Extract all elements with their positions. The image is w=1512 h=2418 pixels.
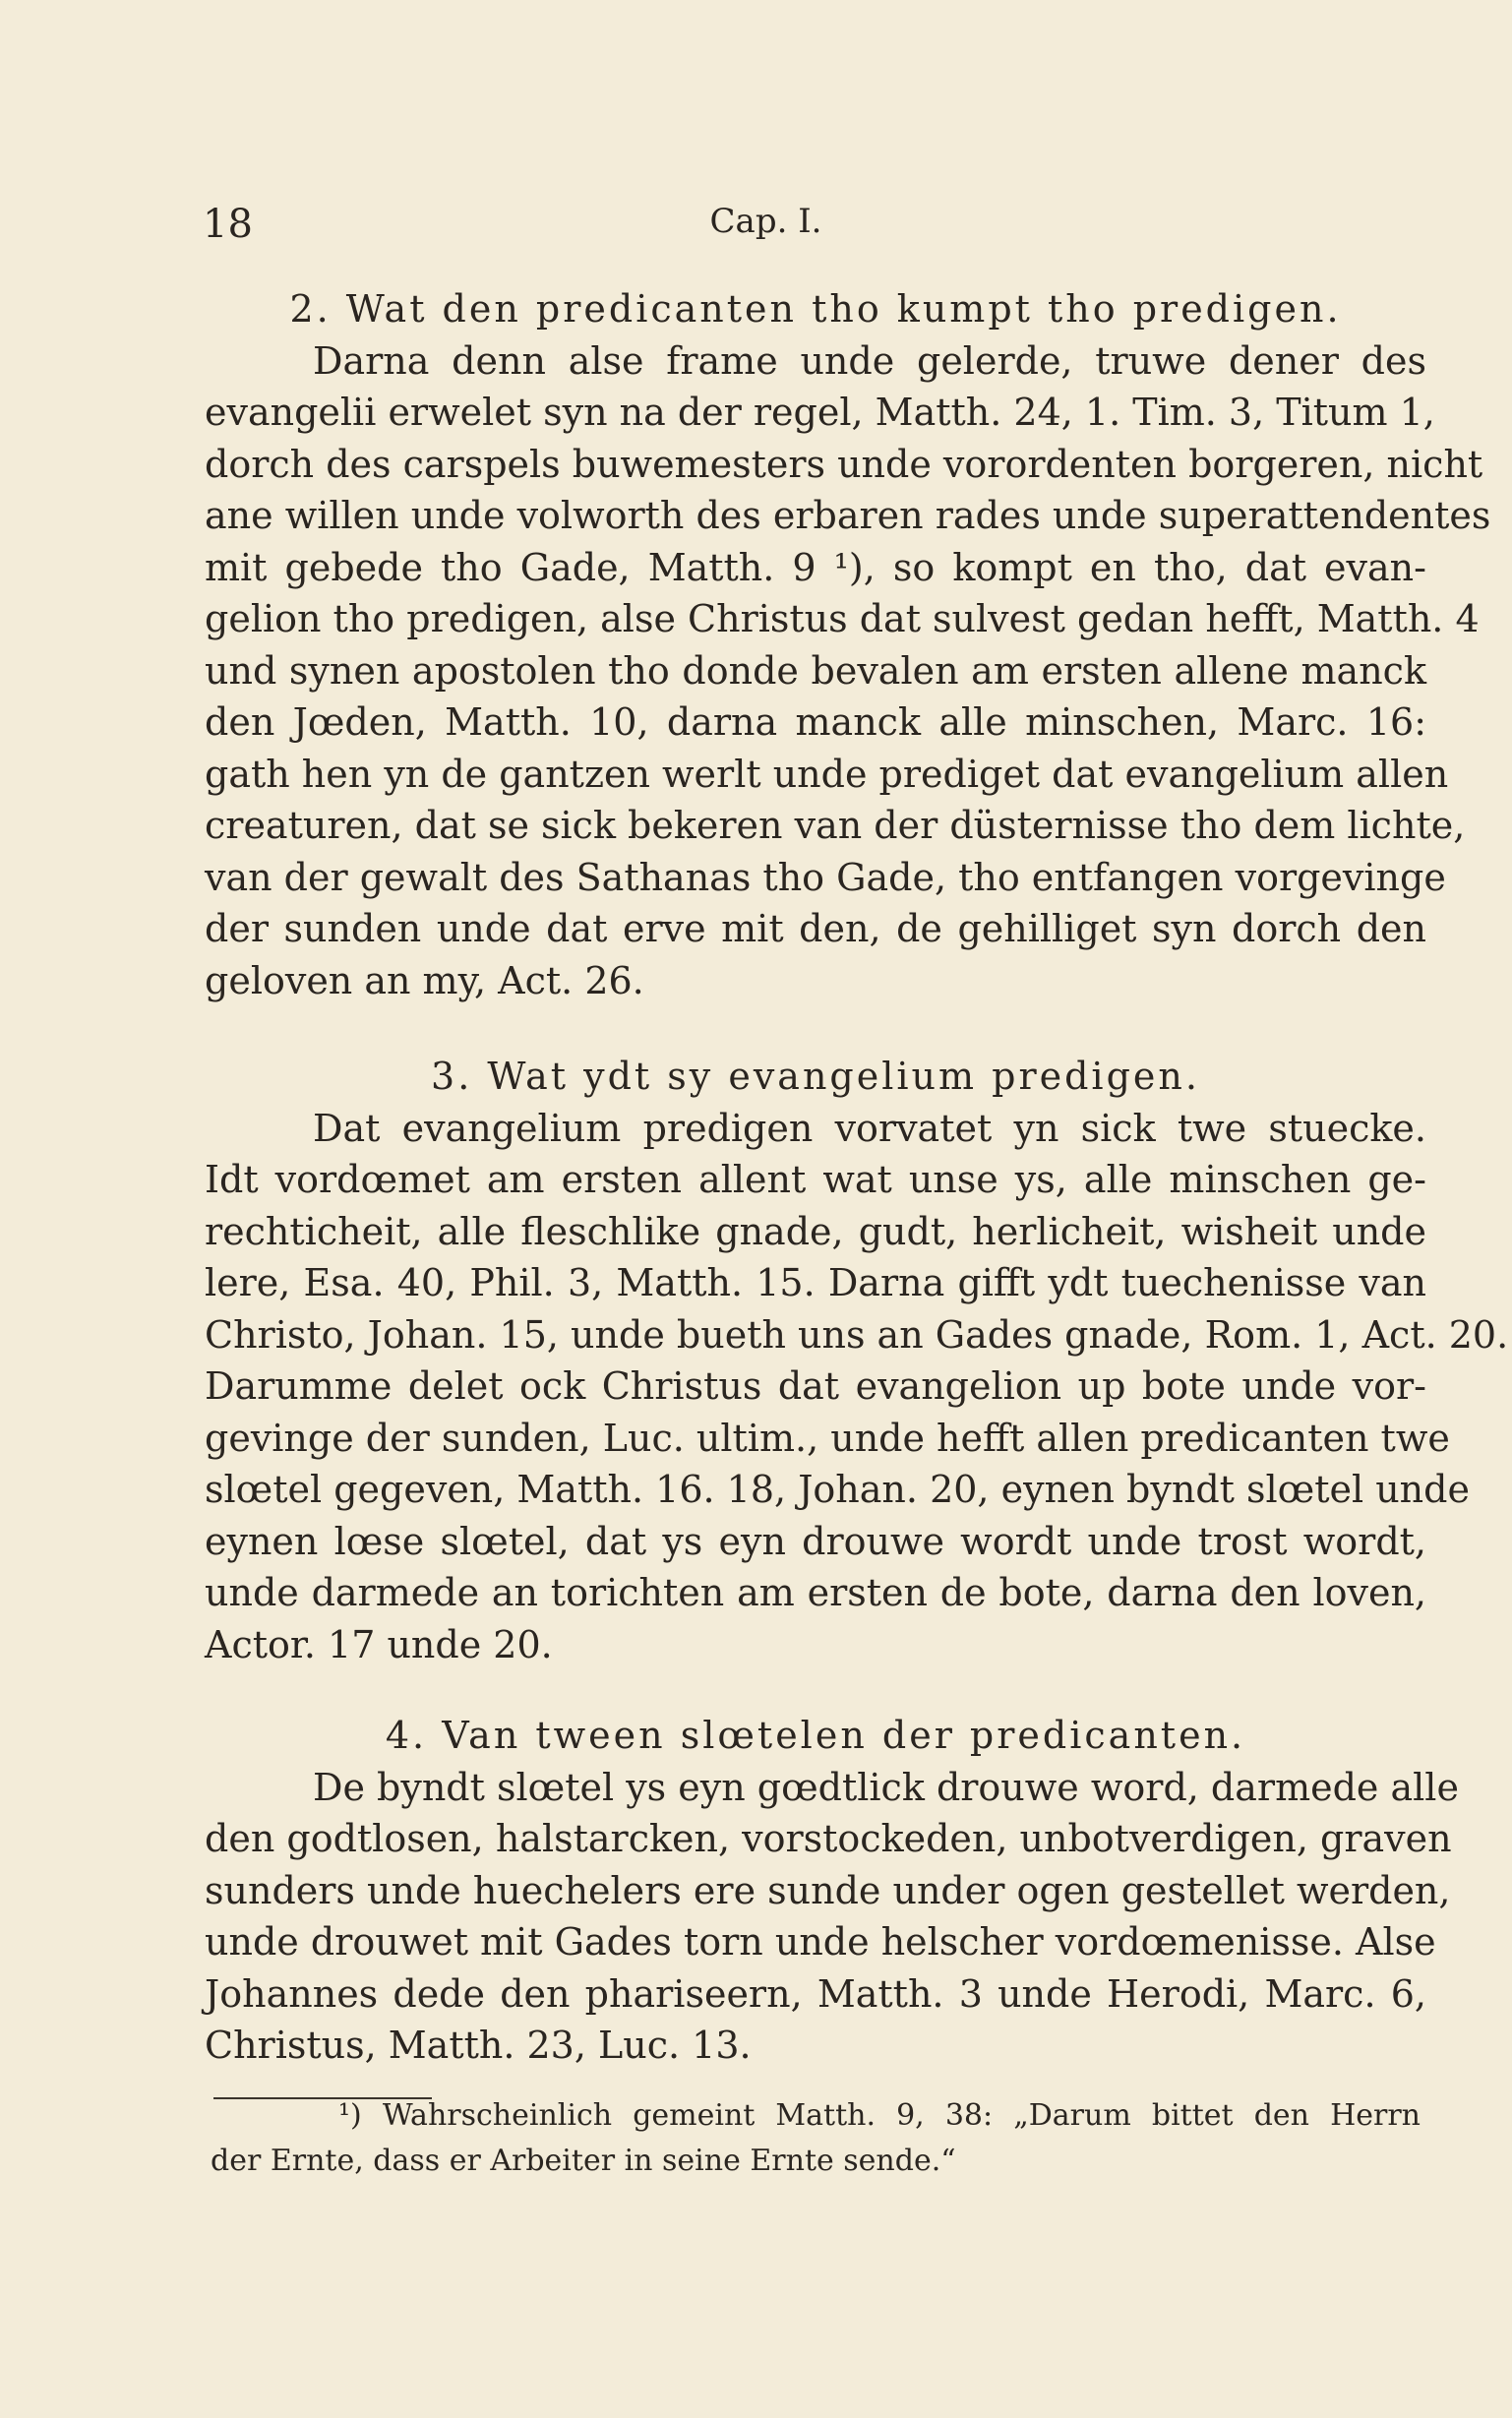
text-line: slœtel gegeven, Matth. 16. 18, Johan. 20, eynen byndt slœtel unde — [205, 1468, 1470, 1511]
text-line: Christus, Matth. 23, Luc. 13. — [205, 2024, 752, 2067]
text-line: der sunden unde dat erve mit den, de gehilliget syn dorch den — [205, 907, 1426, 950]
text-line: gelion tho predigen, alse Christus dat sulvest gedan hefft, Matth. 4 — [205, 597, 1480, 640]
section-4 — [205, 1710, 1459, 2072]
text-line: Darumme delet ock Christus dat evangelion up bote unde vor- — [205, 1364, 1426, 1408]
text-line: Idt vordœmet am ersten allent wat unse ys, alle minschen ge- — [205, 1158, 1426, 1201]
text-line: mit gebede tho Gade, Matth. 9 ¹), so kompt en tho, dat evan- — [205, 545, 1426, 589]
text-line: evangelii erwelet syn na der regel, Matth. 24, 1. Tim. 3, Titum 1, — [205, 391, 1435, 434]
text-line: Johannes dede den phariseern, Matth. 3 unde Herodi, Marc. 6, — [205, 1971, 1426, 2016]
section-2 — [205, 283, 1491, 1006]
text-line: rechticheit, alle fleschlike gnade, gudt, herlicheit, wisheit unde — [205, 1209, 1426, 1253]
text-line: und synen apostolen tho donde bevalen am ersten allene manck — [205, 648, 1426, 693]
text-line: ane willen unde volworth des erbaren rades unde superattendentes — [205, 494, 1491, 537]
text-line: Christo, Johan. 15, unde bueth uns an Gades gnade, Rom. 1, Act. 20. — [205, 1312, 1509, 1357]
footnote — [211, 2093, 1421, 2184]
section-heading: 4. Van tween slœtelen der predicanten. — [385, 1714, 1246, 1757]
text-line: eynen lœse slœtel, dat ys eyn drouwe wordt unde trost wordt, — [205, 1519, 1426, 1563]
text-line: sunders unde huechelers ere sunde under ogen gestellet werden, — [205, 1868, 1451, 1912]
text-line: den Jœden, Matth. 10, darna manck alle minschen, Marc. 16: — [205, 700, 1426, 744]
text-line: den godtlosen, halstarcken, vorstockeden, unbotverdigen, graven — [205, 1817, 1452, 1860]
text-line: dorch des carspels buwemesters unde vorordenten borgeren, nicht — [205, 442, 1483, 486]
footnote-line: ¹) Wahrscheinlich gemeint Matth. 9, 38: „Darum bittet den Herrn — [338, 2098, 1421, 2133]
text-line: gevinge der sunden, Luc. ultim., unde hefft allen predicanten twe — [205, 1416, 1450, 1460]
text-line: De byndt slœtel ys eyn gœdtlick drouwe word, darmede alle — [313, 1765, 1459, 1809]
text-line: Actor. 17 unde 20. — [205, 1622, 553, 1666]
text-line: Dat evangelium predigen vorvatet yn sick twe stuecke. — [313, 1106, 1426, 1150]
section-heading: 2. Wat den predicanten tho kumpt tho predigen. — [289, 287, 1342, 331]
text-line: creaturen, dat se sick bekeren van der düsternisse tho dem lichte, — [205, 804, 1466, 847]
text-line: lere, Esa. 40, Phil. 3, Matth. 15. Darna gifft ydt tuechenisse van — [205, 1261, 1426, 1304]
section-3 — [205, 1051, 1509, 1670]
running-head: Cap. I. — [709, 202, 822, 241]
page-number: 18 — [203, 202, 253, 247]
text-line: van der gewalt des Sathanas tho Gade, tho entfangen vorgevinge — [205, 855, 1446, 899]
text-line: geloven an my, Act. 26. — [205, 958, 644, 1002]
section-heading: 3. Wat ydt sy evangelium predigen. — [431, 1055, 1200, 1098]
footnote-line: der Ernte, dass er Arbeiter in seine Ernte sende.“ — [211, 2144, 956, 2178]
text-line: unde drouwet mit Gades torn unde helscher vordœmenisse. Alse — [205, 1920, 1436, 1964]
text-line: unde darmede an torichten am ersten de bote, darna den loven, — [205, 1571, 1426, 1614]
text-line: gath hen yn de gantzen werlt unde prediget dat evangelium allen — [205, 752, 1449, 796]
text-line: Darna denn alse frame unde gelerde, truwe dener des — [313, 338, 1426, 383]
